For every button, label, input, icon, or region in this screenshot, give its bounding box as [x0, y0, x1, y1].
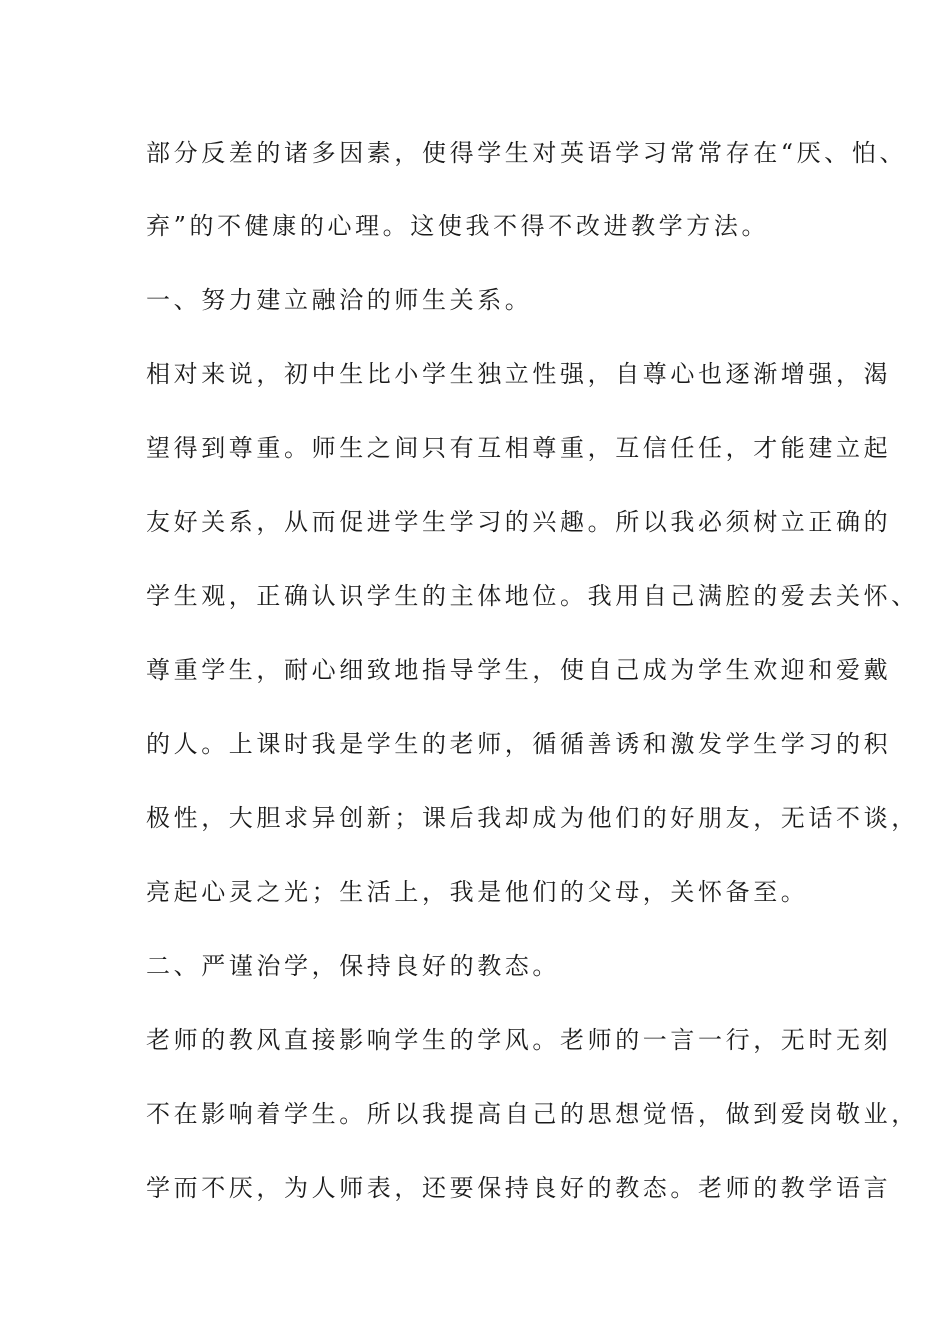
paragraph-line: 学而不厌，为人师表，还要保持良好的教态。老师的教学语言	[146, 1174, 892, 1202]
paragraph-line: 相对来说，初中生比小学生独立性强，自尊心也逐渐增强，渴	[146, 360, 892, 388]
section-heading: 二、严谨治学，保持良好的教态。	[146, 952, 560, 980]
paragraph-line: 望得到尊重。师生之间只有互相尊重，互信任任，才能建立起	[146, 434, 892, 462]
paragraph-line: 部分反差的诸多因素，使得学生对英语学习常常存在“厌、怕、	[146, 139, 908, 167]
paragraph-line: 友好关系，从而促进学生学习的兴趣。所以我必须树立正确的	[146, 508, 892, 536]
paragraph-line: 不在影响着学生。所以我提高自己的思想觉悟，做到爱岗敬业，	[146, 1100, 919, 1128]
paragraph-line: 极性，大胆求异创新；课后我却成为他们的好朋友，无话不谈，	[146, 804, 919, 832]
paragraph-line: 学生观，正确认识学生的主体地位。我用自己满腔的爱去关怀、	[146, 582, 919, 610]
paragraph-line: 弃”的不健康的心理。这使我不得不改进教学方法。	[146, 212, 770, 240]
paragraph-line: 亮起心灵之光；生活上，我是他们的父母，关怀备至。	[146, 878, 809, 906]
paragraph-line: 的人。上课时我是学生的老师，循循善诱和激发学生学习的积	[146, 730, 892, 758]
paragraph-line: 尊重学生，耐心细致地指导学生，使自己成为学生欢迎和爱戴	[146, 656, 892, 684]
paragraph-line: 老师的教风直接影响学生的学风。老师的一言一行，无时无刻	[146, 1026, 892, 1054]
section-heading: 一、努力建立融洽的师生关系。	[146, 286, 533, 314]
